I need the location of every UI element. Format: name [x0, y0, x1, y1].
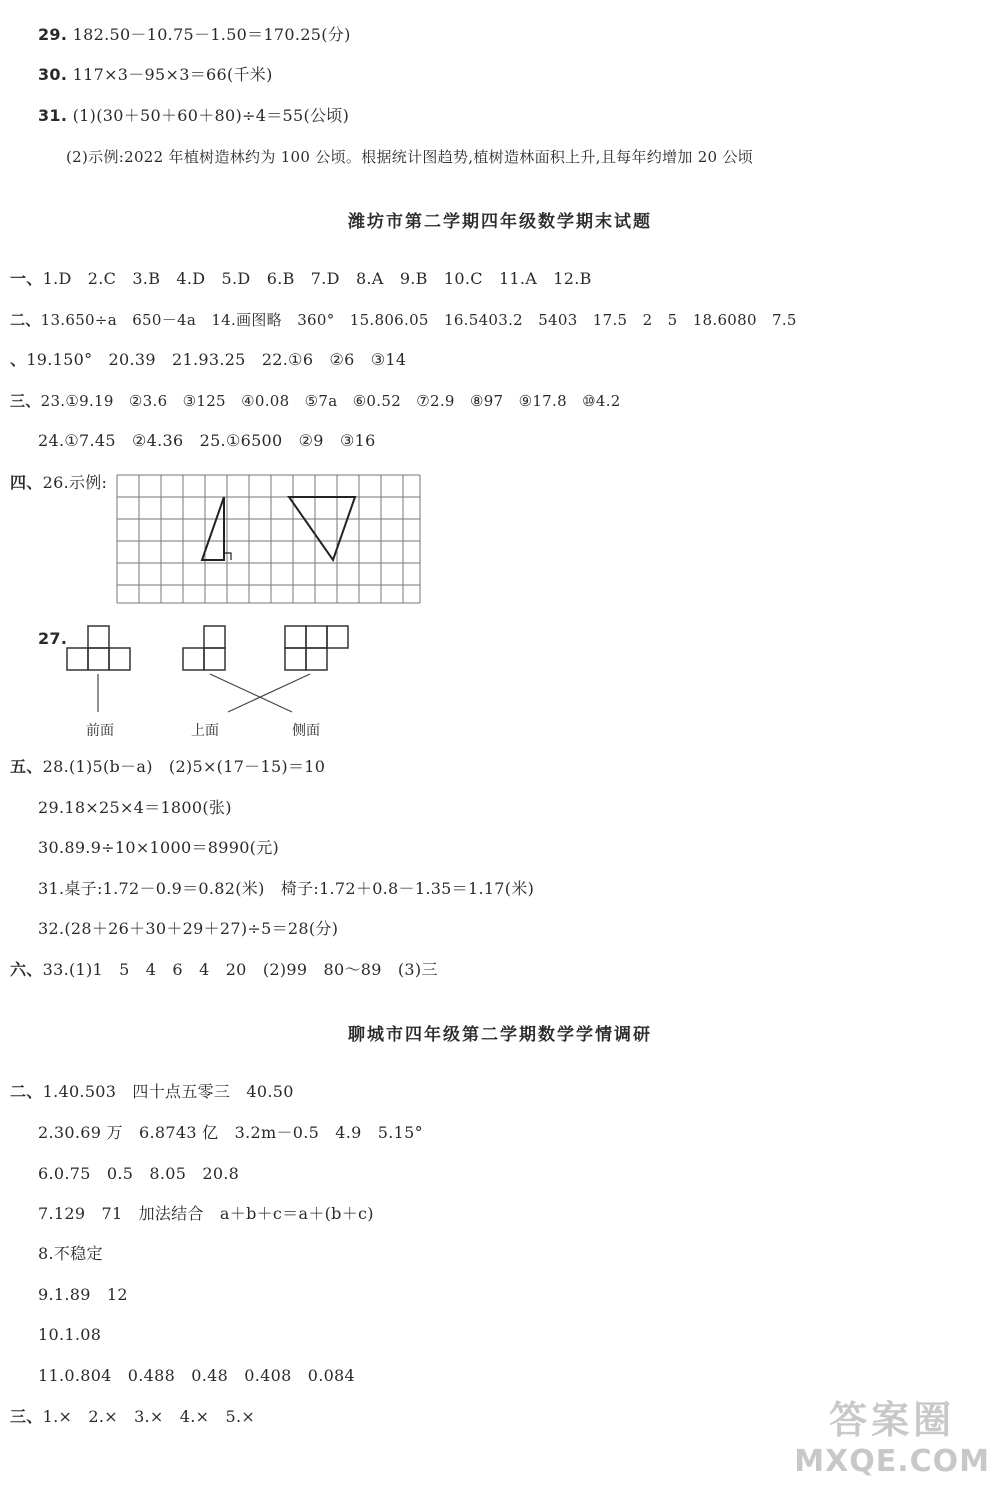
triangle-shape	[289, 497, 355, 560]
section-title-weifang: 潍坊市第二学期四年级数学期末试题	[348, 212, 652, 232]
s2-line-3: 6.0.75 0.5 8.05 20.8	[38, 1164, 240, 1183]
part1-answers: 一、1.D 2.C 3.B 4.D 5.D 6.B 7.D 8.A 9.B 10.C 11.A 12.B	[10, 269, 592, 288]
part4-answer-26: 四、26.示例:	[10, 473, 108, 492]
s2-line-9: 三、1.× 2.× 3.× 4.× 5.×	[10, 1407, 256, 1426]
part2-answers-a: 二、13.650÷a 650－4a 14.画图略 360° 15.806.05 16.5403.2 5403 17.5 2 5 18.6080 7.5	[10, 311, 797, 329]
watermark-url: MXQE.COM	[794, 1444, 990, 1479]
label-side: 侧面	[292, 723, 320, 739]
part3-answers-a: 三、23.①9.19 ②3.6 ③125 ④0.08 ⑤7a ⑥0.52 ⑦2.9 ⑧97 ⑨17.8 ⑩4.2	[10, 392, 621, 410]
part2-answers-b: 、19.150° 20.39 21.93.25 22.①6 ②6 ③14	[10, 350, 407, 369]
grid-lines	[117, 475, 420, 603]
watermark	[794, 1389, 990, 1479]
part6-answer-33: 六、33.(1)1 5 4 6 4 20 (2)99 80～89 (3)三	[10, 960, 438, 979]
answer-29-top: 29. 182.50－10.75－1.50＝170.25(分)	[38, 25, 351, 44]
answer-30: 30.89.9÷10×1000＝8990(元)	[38, 838, 280, 857]
answer-32: 32.(28＋26＋30＋29＋27)÷5＝28(分)	[38, 919, 339, 938]
answer-31-part2: (2)示例:2022 年植树造林约为 100 公顷。根据统计图趋势,植树造林面积上升,且每年约增加 20 公顷	[66, 148, 754, 166]
answer-31: 31.桌子:1.72－0.9＝0.82(米) 椅子:1.72＋0.8－1.35＝1.17(米)	[38, 879, 535, 898]
part5-answer-28: 五、28.(1)5(b－a) (2)5×(17－15)＝10	[10, 757, 326, 776]
grid-figure	[114, 472, 424, 607]
section-title-liaocheng: 聊城市四年级第二学期数学学情调研	[348, 1025, 652, 1045]
label-front: 前面	[86, 723, 114, 739]
s2-line-1: 二、1.40.503 四十点五零三 40.50	[10, 1082, 294, 1101]
label-top: 上面	[191, 723, 219, 739]
three-views-figure	[60, 620, 360, 715]
answer-30-top: 30. 117×3－95×3＝66(千米)	[38, 65, 273, 84]
part3-answers-b: 24.①7.45 ②4.36 25.①6500 ②9 ③16	[38, 431, 376, 450]
s2-line-6: 9.1.89 12	[38, 1285, 128, 1304]
s2-line-7: 10.1.08	[38, 1325, 102, 1344]
s2-line-2: 2.30.69 万 6.8743 亿 3.2m－0.5 4.9 5.15°	[38, 1123, 423, 1142]
answer-31-top: 31. (1)(30＋50＋60＋80)÷4＝55(公顷)	[38, 106, 350, 125]
answer-29: 29.18×25×4＝1800(张)	[38, 798, 232, 817]
s2-line-4: 7.129 71 加法结合 a＋b＋c＝a＋(b＋c)	[38, 1204, 374, 1223]
s2-line-5: 8.不稳定	[38, 1244, 103, 1263]
s2-line-8: 11.0.804 0.488 0.48 0.408 0.084	[38, 1366, 356, 1385]
answer-27-number: 27.	[38, 629, 68, 648]
watermark-title: 答案圈	[829, 1398, 956, 1442]
